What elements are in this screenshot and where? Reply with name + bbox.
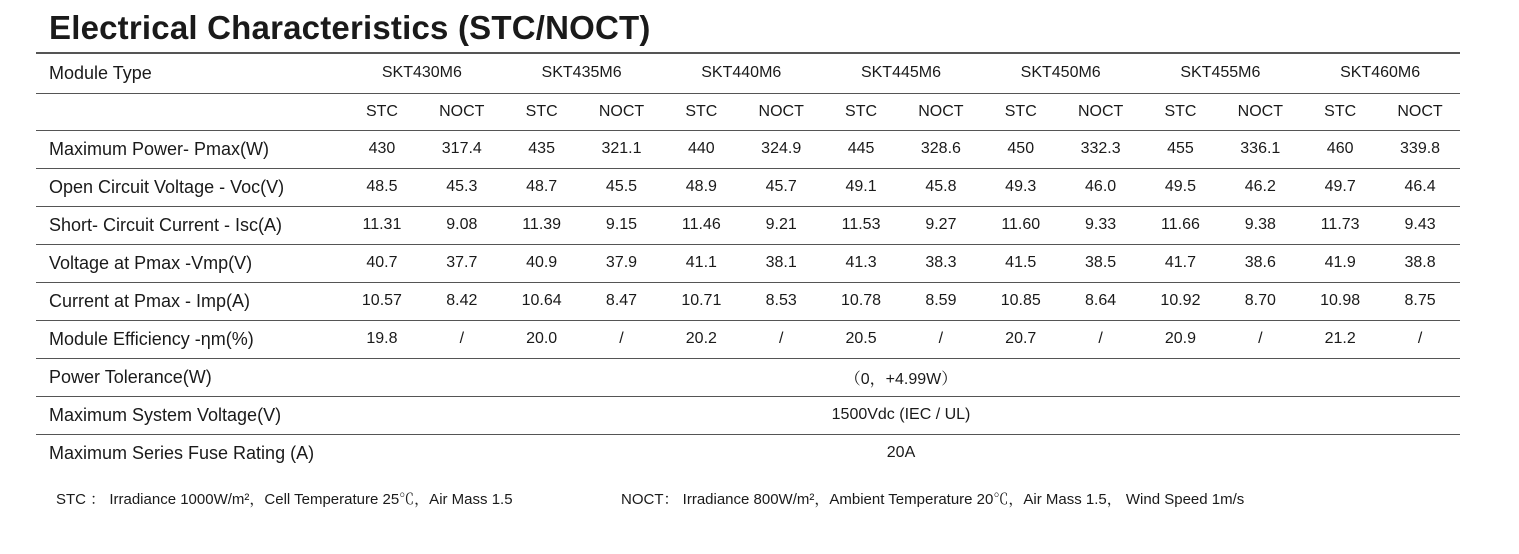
stc-value: 20.7 xyxy=(1005,330,1037,347)
page-title: Electrical Characteristics (STC/NOCT) xyxy=(49,9,651,46)
stc-header: STC xyxy=(365,102,398,120)
noct-value: 38.6 xyxy=(1244,254,1276,271)
model-name: SKT450M6 xyxy=(1020,64,1101,82)
noct-header: NOCT xyxy=(758,102,804,120)
noct-value: 38.5 xyxy=(1085,254,1117,271)
row-label: Open Circuit Voltage - Voc(V) xyxy=(49,176,285,197)
noct-value: 38.3 xyxy=(925,254,957,271)
noct-value: / xyxy=(1417,330,1423,347)
stc-value: 11.46 xyxy=(681,216,721,233)
span-value: 1500Vdc (IEC / UL) xyxy=(831,406,971,423)
model-name: SKT460M6 xyxy=(1340,64,1421,82)
noct-value: 45.7 xyxy=(765,178,797,195)
condition-header-spacer xyxy=(36,93,342,130)
noct-value: 46.4 xyxy=(1404,178,1436,195)
noct-value: 8.42 xyxy=(446,292,478,309)
stc-value: 10.85 xyxy=(1000,292,1041,309)
stc-value: 11.73 xyxy=(1320,216,1360,233)
stc-value: 445 xyxy=(847,140,875,157)
noct-value: 8.53 xyxy=(765,292,797,309)
noct-value: 317.4 xyxy=(441,140,482,157)
stc-value: 48.5 xyxy=(366,178,398,195)
table-row xyxy=(36,130,1460,168)
stc-value: 450 xyxy=(1007,140,1035,157)
noct-value: 321.1 xyxy=(601,140,642,157)
stc-value: 20.5 xyxy=(845,330,877,347)
stc-value: 10.64 xyxy=(521,292,562,309)
noct-value: 339.8 xyxy=(1400,140,1441,157)
row-label: Power Tolerance(W) xyxy=(49,366,212,387)
noct-header: NOCT xyxy=(1077,102,1124,120)
stc-value: 10.57 xyxy=(361,292,402,309)
noct-header: NOCT xyxy=(439,102,485,120)
stc-value: 49.5 xyxy=(1164,178,1197,195)
noct-value: 8.64 xyxy=(1085,292,1117,309)
noct-value: / xyxy=(1258,330,1263,347)
noct-value: 9.38 xyxy=(1244,216,1276,233)
noct-value: 38.1 xyxy=(765,254,797,271)
span-row xyxy=(36,396,1460,434)
stc-value: 10.71 xyxy=(681,292,722,309)
stc-value: 20.2 xyxy=(685,330,717,347)
noct-value: 336.1 xyxy=(1240,140,1281,157)
noct-value: / xyxy=(619,330,624,347)
condition-header-row xyxy=(36,93,1460,130)
stc-value: 49.3 xyxy=(1005,178,1037,195)
stc-value: 455 xyxy=(1167,140,1194,157)
stc-value: 40.9 xyxy=(526,254,558,271)
noct-value: / xyxy=(778,330,784,347)
model-name: SKT455M6 xyxy=(1180,64,1261,82)
noct-value: 38.8 xyxy=(1404,254,1436,271)
noct-value: 9.15 xyxy=(605,216,638,233)
stc-value: 20.9 xyxy=(1164,330,1197,347)
noct-value: 46.0 xyxy=(1085,178,1117,195)
stc-header: STC xyxy=(845,102,878,120)
table-row xyxy=(36,168,1460,206)
stc-value: 11.31 xyxy=(362,216,402,233)
noct-value: 324.9 xyxy=(761,140,802,157)
noct-value: 9.43 xyxy=(1404,216,1436,233)
noct-value: 45.8 xyxy=(925,178,957,195)
row-label: Maximum System Voltage(V) xyxy=(49,404,282,425)
stc-header: STC xyxy=(1324,102,1357,120)
stc-footnote: STC ： Irradiance 1000W/m²，Cell Temperature 25℃，Air Mass 1.5 xyxy=(56,491,513,508)
stc-value: 460 xyxy=(1326,140,1354,157)
span-row xyxy=(36,358,1460,396)
noct-value: / xyxy=(1098,330,1103,347)
noct-value: 45.3 xyxy=(446,178,478,195)
noct-value: / xyxy=(459,330,465,347)
stc-value: 49.7 xyxy=(1324,178,1356,195)
noct-footnote: NOCT： Irradiance 800W/m²，Ambient Temperature 20℃，Air Mass 1.5， Wind Speed 1m/s xyxy=(621,491,1245,508)
stc-value: 48.9 xyxy=(685,178,717,195)
noct-value: 8.59 xyxy=(925,292,957,309)
stc-header: STC xyxy=(1004,102,1037,120)
stc-value: 41.3 xyxy=(845,254,877,271)
noct-value: 9.27 xyxy=(925,216,957,233)
span-row xyxy=(36,434,1460,472)
stc-header: STC xyxy=(685,102,718,120)
table-row xyxy=(36,320,1460,358)
stc-value: 10.92 xyxy=(1160,292,1201,309)
noct-header: NOCT xyxy=(598,102,645,120)
stc-value: 41.9 xyxy=(1324,254,1356,271)
row-label: Maximum Power- Pmax(W) xyxy=(49,138,270,159)
row-label: Short- Circuit Current - Isc(A) xyxy=(49,214,283,235)
stc-value: 11.66 xyxy=(1161,216,1200,233)
noct-value: 37.9 xyxy=(605,254,638,271)
noct-header: NOCT xyxy=(1237,102,1283,120)
stc-value: 440 xyxy=(687,140,715,157)
stc-value: 435 xyxy=(528,140,555,157)
model-name: SKT440M6 xyxy=(701,64,782,82)
stc-value: 41.5 xyxy=(1005,254,1037,271)
stc-header: STC xyxy=(525,102,558,120)
noct-value: / xyxy=(938,330,944,347)
stc-header: STC xyxy=(1164,102,1197,120)
stc-value: 48.7 xyxy=(526,178,558,195)
noct-value: 9.21 xyxy=(765,216,797,233)
noct-value: 37.7 xyxy=(446,254,478,271)
stc-value: 19.8 xyxy=(366,330,398,347)
stc-value: 49.1 xyxy=(845,178,877,195)
table-row xyxy=(36,206,1460,244)
stc-value: 41.1 xyxy=(685,254,717,271)
noct-header: NOCT xyxy=(1397,102,1443,120)
stc-value: 11.53 xyxy=(841,216,881,233)
span-value: （0，+4.99W） xyxy=(844,370,958,388)
noct-value: 9.08 xyxy=(446,216,478,233)
row-label: Current at Pmax - Imp(A) xyxy=(49,290,251,311)
model-name: SKT435M6 xyxy=(541,64,622,82)
electrical-characteristics-table xyxy=(36,52,1460,472)
noct-value: 45.5 xyxy=(605,178,638,195)
row-label: Module Efficiency -ηm(%) xyxy=(49,328,254,349)
model-name: SKT445M6 xyxy=(860,64,941,82)
noct-value: 9.33 xyxy=(1085,216,1117,233)
noct-value: 46.2 xyxy=(1244,178,1276,195)
module-type-label: Module Type xyxy=(49,62,152,83)
stc-value: 430 xyxy=(368,140,396,157)
stc-value: 40.7 xyxy=(366,254,398,271)
model-name: SKT430M6 xyxy=(381,64,462,82)
noct-header: NOCT xyxy=(918,102,964,120)
stc-value: 20.0 xyxy=(526,330,558,347)
row-label: Maximum Series Fuse Rating (A) xyxy=(49,442,315,463)
noct-value: 8.75 xyxy=(1404,292,1436,309)
stc-value: 10.78 xyxy=(841,292,882,309)
module-type-row xyxy=(36,53,1460,93)
stc-value: 11.60 xyxy=(1001,216,1041,233)
noct-value: 8.47 xyxy=(605,292,638,309)
stc-value: 11.39 xyxy=(522,216,562,233)
noct-value: 328.6 xyxy=(920,140,961,157)
stc-value: 41.7 xyxy=(1164,254,1197,271)
noct-value: 332.3 xyxy=(1080,140,1121,157)
stc-value: 10.98 xyxy=(1320,292,1361,309)
noct-value: 8.70 xyxy=(1244,292,1276,309)
table-row xyxy=(36,244,1460,282)
row-label: Voltage at Pmax -Vmp(V) xyxy=(49,252,253,273)
stc-value: 21.2 xyxy=(1324,330,1356,347)
span-value: 20A xyxy=(886,444,916,462)
table-row xyxy=(36,282,1460,320)
